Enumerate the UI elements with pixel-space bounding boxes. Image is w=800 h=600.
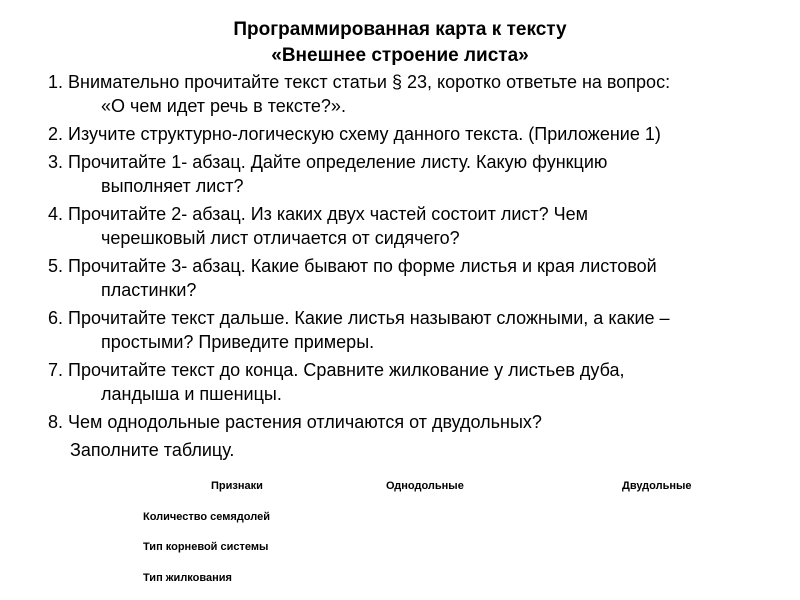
table-row-label: Количество семядолей	[143, 511, 270, 523]
question-continuation: выполняет лист?	[101, 176, 244, 196]
question-continuation: ландыша и пшеницы.	[101, 384, 282, 404]
question-text: Прочитайте 3- абзац. Какие бывают по форме листья и края листовой	[68, 256, 657, 276]
question-continuation: простыми? Приведите примеры.	[101, 332, 375, 352]
title-line-2: «Внешнее строение листа»	[271, 45, 529, 66]
question-list	[48, 70, 788, 466]
question-number: 4.	[48, 204, 64, 224]
fill-table-instruction: Заполните таблицу.	[70, 440, 235, 460]
table-header-features: Признаки	[211, 480, 263, 492]
question-continuation: пластинки?	[101, 280, 197, 300]
table-row-label: Тип корневой системы	[143, 541, 269, 553]
question-6	[48, 306, 788, 354]
page-title	[0, 17, 800, 69]
table-header-monocots: Однодольные	[386, 480, 464, 492]
question-number: 5.	[48, 256, 64, 276]
question-3	[48, 150, 788, 198]
question-1	[48, 70, 788, 118]
question-text: Прочитайте 1- абзац. Дайте определение листу. Какую функцию	[68, 152, 608, 172]
question-number: 8.	[48, 412, 64, 432]
question-number: 7.	[48, 360, 64, 380]
question-2	[48, 122, 788, 146]
table-header-dicots: Двудольные	[622, 480, 692, 492]
question-continuation: черешковый лист отличается от сидячего?	[101, 228, 460, 248]
question-text: Прочитайте 2- абзац. Из каких двух частей состоит лист? Чем	[68, 204, 589, 224]
question-text: Внимательно прочитайте текст статьи § 23, коротко ответьте на вопрос:	[68, 72, 671, 92]
question-text: Прочитайте текст до конца. Сравните жилкование у листьев дуба,	[68, 360, 625, 380]
question-text: Прочитайте текст дальше. Какие листья называют сложными, а какие –	[68, 308, 670, 328]
question-number: 3.	[48, 152, 64, 172]
question-text: Чем однодольные растения отличаются от двудольных?	[68, 412, 542, 432]
title-line-1: Программированная карта к тексту	[233, 19, 567, 40]
question-4	[48, 202, 788, 250]
comparison-table	[0, 480, 800, 600]
table-row-label: Тип жилкования	[143, 572, 232, 584]
question-7	[48, 358, 788, 406]
question-number: 1.	[48, 72, 64, 92]
question-number: 6.	[48, 308, 64, 328]
question-number: 2.	[48, 124, 64, 144]
question-8	[48, 410, 788, 462]
question-text: Изучите структурно-логическую схему данного текста. (Приложение 1)	[68, 124, 661, 144]
question-continuation: «О чем идет речь в тексте?».	[101, 96, 346, 116]
question-5	[48, 254, 788, 302]
